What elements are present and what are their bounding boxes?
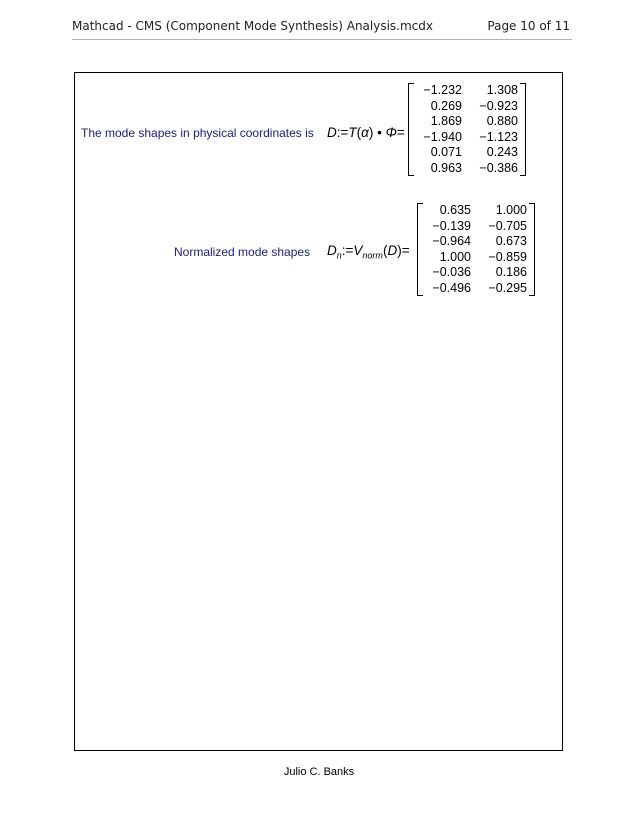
matrix-cell: 0.071: [430, 145, 462, 159]
matrix-cell: −0.036: [432, 265, 471, 279]
matrix-cell: 1.000: [439, 249, 471, 264]
matrix-row: [416, 83, 518, 99]
matrix-cell: 0.243: [486, 145, 518, 159]
expr-func: V: [353, 243, 363, 258]
matrix-cell: −0.139: [432, 218, 471, 233]
expr-arg: D: [387, 243, 398, 258]
matrix-cell: 0.673: [495, 234, 527, 248]
matrix-cell: 1.308: [486, 83, 518, 97]
matrix-cell: −1.123: [479, 129, 518, 144]
matrix-row: [416, 145, 518, 161]
matrix-cell: −0.295: [488, 280, 527, 295]
matrix-row: [416, 114, 518, 130]
expr-eq: =: [396, 125, 405, 140]
matrix-cell: 0.186: [495, 265, 527, 279]
matrix-row: [416, 99, 518, 115]
expr-arg: α: [361, 125, 369, 140]
matrix-cell: −0.964: [432, 234, 471, 248]
expr-lhs-sub: n: [336, 250, 342, 261]
expr-func: T: [348, 125, 357, 140]
expr-phi: Φ: [385, 125, 397, 140]
matrix-cell: 0.635: [439, 203, 471, 217]
mode-shape-expression[interactable]: D:=T(α) • Φ=: [327, 125, 405, 140]
matrix-cell: −1.940: [423, 129, 462, 144]
matrix-cell: −0.386: [479, 160, 518, 175]
matrix-cell: 0.880: [486, 114, 518, 128]
matrix-cell: −0.859: [488, 249, 527, 264]
math-region[interactable]: [74, 72, 563, 751]
physical-mode-matrix: [408, 83, 526, 176]
normalized-mode-matrix: [417, 203, 535, 296]
header-divider: [72, 39, 572, 40]
expr-assign: :=: [336, 125, 349, 140]
matrix-row: [416, 130, 518, 146]
physical-coordinates-label: The mode shapes in physical coordinates is: [81, 126, 314, 140]
matrix-cell: −1.232: [423, 83, 462, 97]
matrix-right-bracket: [520, 83, 526, 176]
expr-eq: =: [401, 243, 410, 258]
matrix-cell: 0.269: [430, 98, 462, 113]
matrix-row: [425, 265, 527, 281]
matrix-cell: −0.705: [488, 218, 527, 233]
normalized-label: Normalized mode shapes: [174, 245, 311, 259]
matrix-row: [416, 161, 518, 177]
normalized-expression[interactable]: $D_n:=V_{norm}(D)=$: [327, 243, 410, 261]
document-title: Mathcad - CMS (Component Mode Synthesis) Analysis.mcdx: [72, 19, 433, 33]
matrix-cell: 0.963: [430, 160, 462, 175]
matrix-left-bracket: [417, 203, 423, 296]
matrix-row: [425, 219, 527, 235]
expr-lhs: D: [327, 125, 337, 140]
matrix-cell: −0.496: [432, 280, 471, 295]
matrix-right-bracket: [529, 203, 535, 296]
expr-lhs: D: [327, 243, 337, 258]
matrix-cell: 1.000: [495, 203, 527, 217]
expr-assign: :=: [341, 243, 354, 258]
matrix-row: [425, 281, 527, 297]
matrix-cell: 1.869: [430, 114, 462, 128]
matrix-row: [425, 203, 527, 219]
matrix-row: [425, 250, 527, 266]
expr-dot: •: [377, 125, 382, 140]
footer-author: Julio C. Banks: [283, 766, 355, 778]
expr-func-sub: norm: [362, 250, 383, 261]
page-number: Page 10 of 11: [487, 19, 570, 33]
matrix-row: [425, 234, 527, 250]
matrix-cell: −0.923: [479, 98, 518, 113]
matrix-left-bracket: [408, 83, 414, 176]
